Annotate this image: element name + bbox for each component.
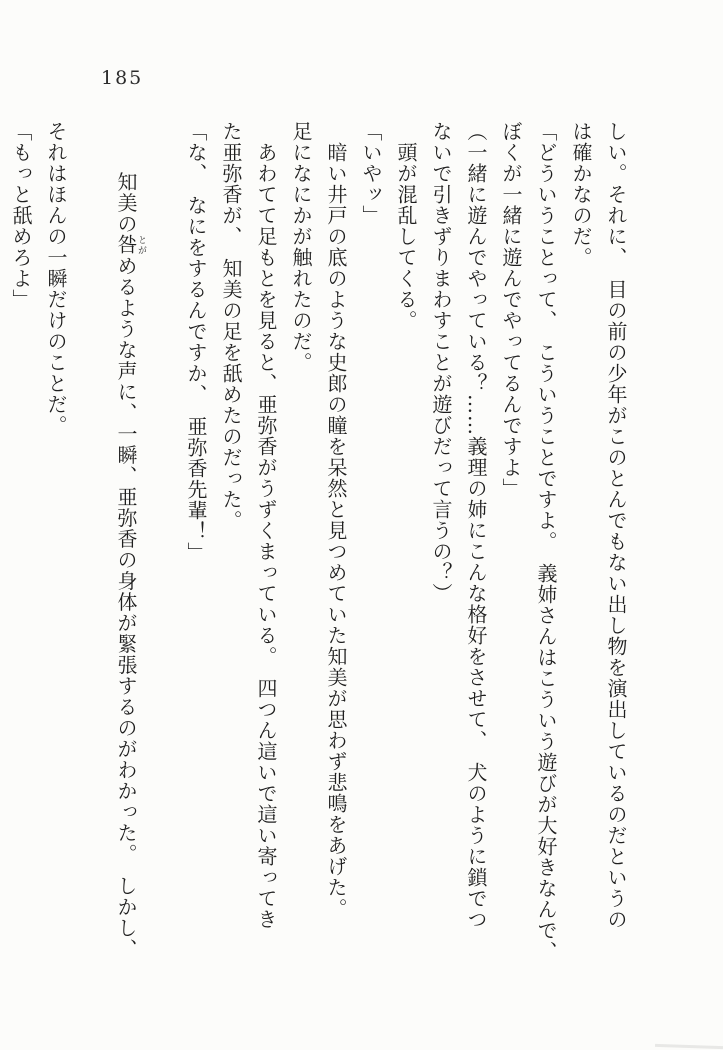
ruby-base: 咎 (114, 234, 138, 256)
body-text (9, 121, 633, 1006)
text-column-10: 足になにかが触れたのだ。 (289, 121, 313, 373)
text-column-6: ないで引きずりまわすことが遊びだって言うの？） (429, 121, 453, 604)
text-column-13: 「な、 なにをするんですか、 亜弥香先輩！」 (184, 121, 208, 563)
text-column-12: た亜弥香が、 知美の足を舐めたのだった。 (219, 121, 243, 531)
text-column-9: 暗い井戸の底のような史郎の瞳を呆然と見つめていた知美が思わず悲鳴をあげた。 (324, 121, 348, 919)
page-number: 185 (101, 67, 144, 89)
text-column-7: 頭が混乱してくる。 (394, 121, 418, 331)
text-segment: めるような声に、一瞬、亜弥香の身体が緊張するのがわかった。 しかし、 (114, 255, 138, 960)
text-column-11: あわてて足もとを見ると、亜弥香がうずくまっている。 四つん這いで這い寄ってき (254, 121, 278, 930)
text-column-16: 「もっと舐めろよ」 (9, 121, 33, 310)
text-column-15: それはほんの一瞬だけのことだ。 (44, 121, 68, 436)
text-column-2: は確かなのだ。 (569, 121, 593, 268)
furigana: とが (136, 234, 146, 256)
text-column-3: 「どういうことって、 こういうことですよ。 義姉さんはこういう遊びが大好きなんで、 (534, 121, 558, 962)
text-column-14 (73, 121, 178, 1006)
ruby-annotation (114, 234, 146, 256)
scan-artifact (655, 1044, 723, 1049)
text-column-8: 「いやッ」 (359, 121, 383, 226)
text-column-1: しい。それに、 目の前の少年がこのとんでもない出し物を演出しているのだというの (604, 121, 628, 930)
text-column-4: ぼくが一緒に遊んでやってるんですよ」 (499, 121, 523, 499)
text-segment: 知美の (114, 150, 138, 235)
text-column-5: （一緒に遊んでやっている？……義理の姉にこんな格好をさせて、 犬のように鎖でつ (464, 121, 488, 930)
